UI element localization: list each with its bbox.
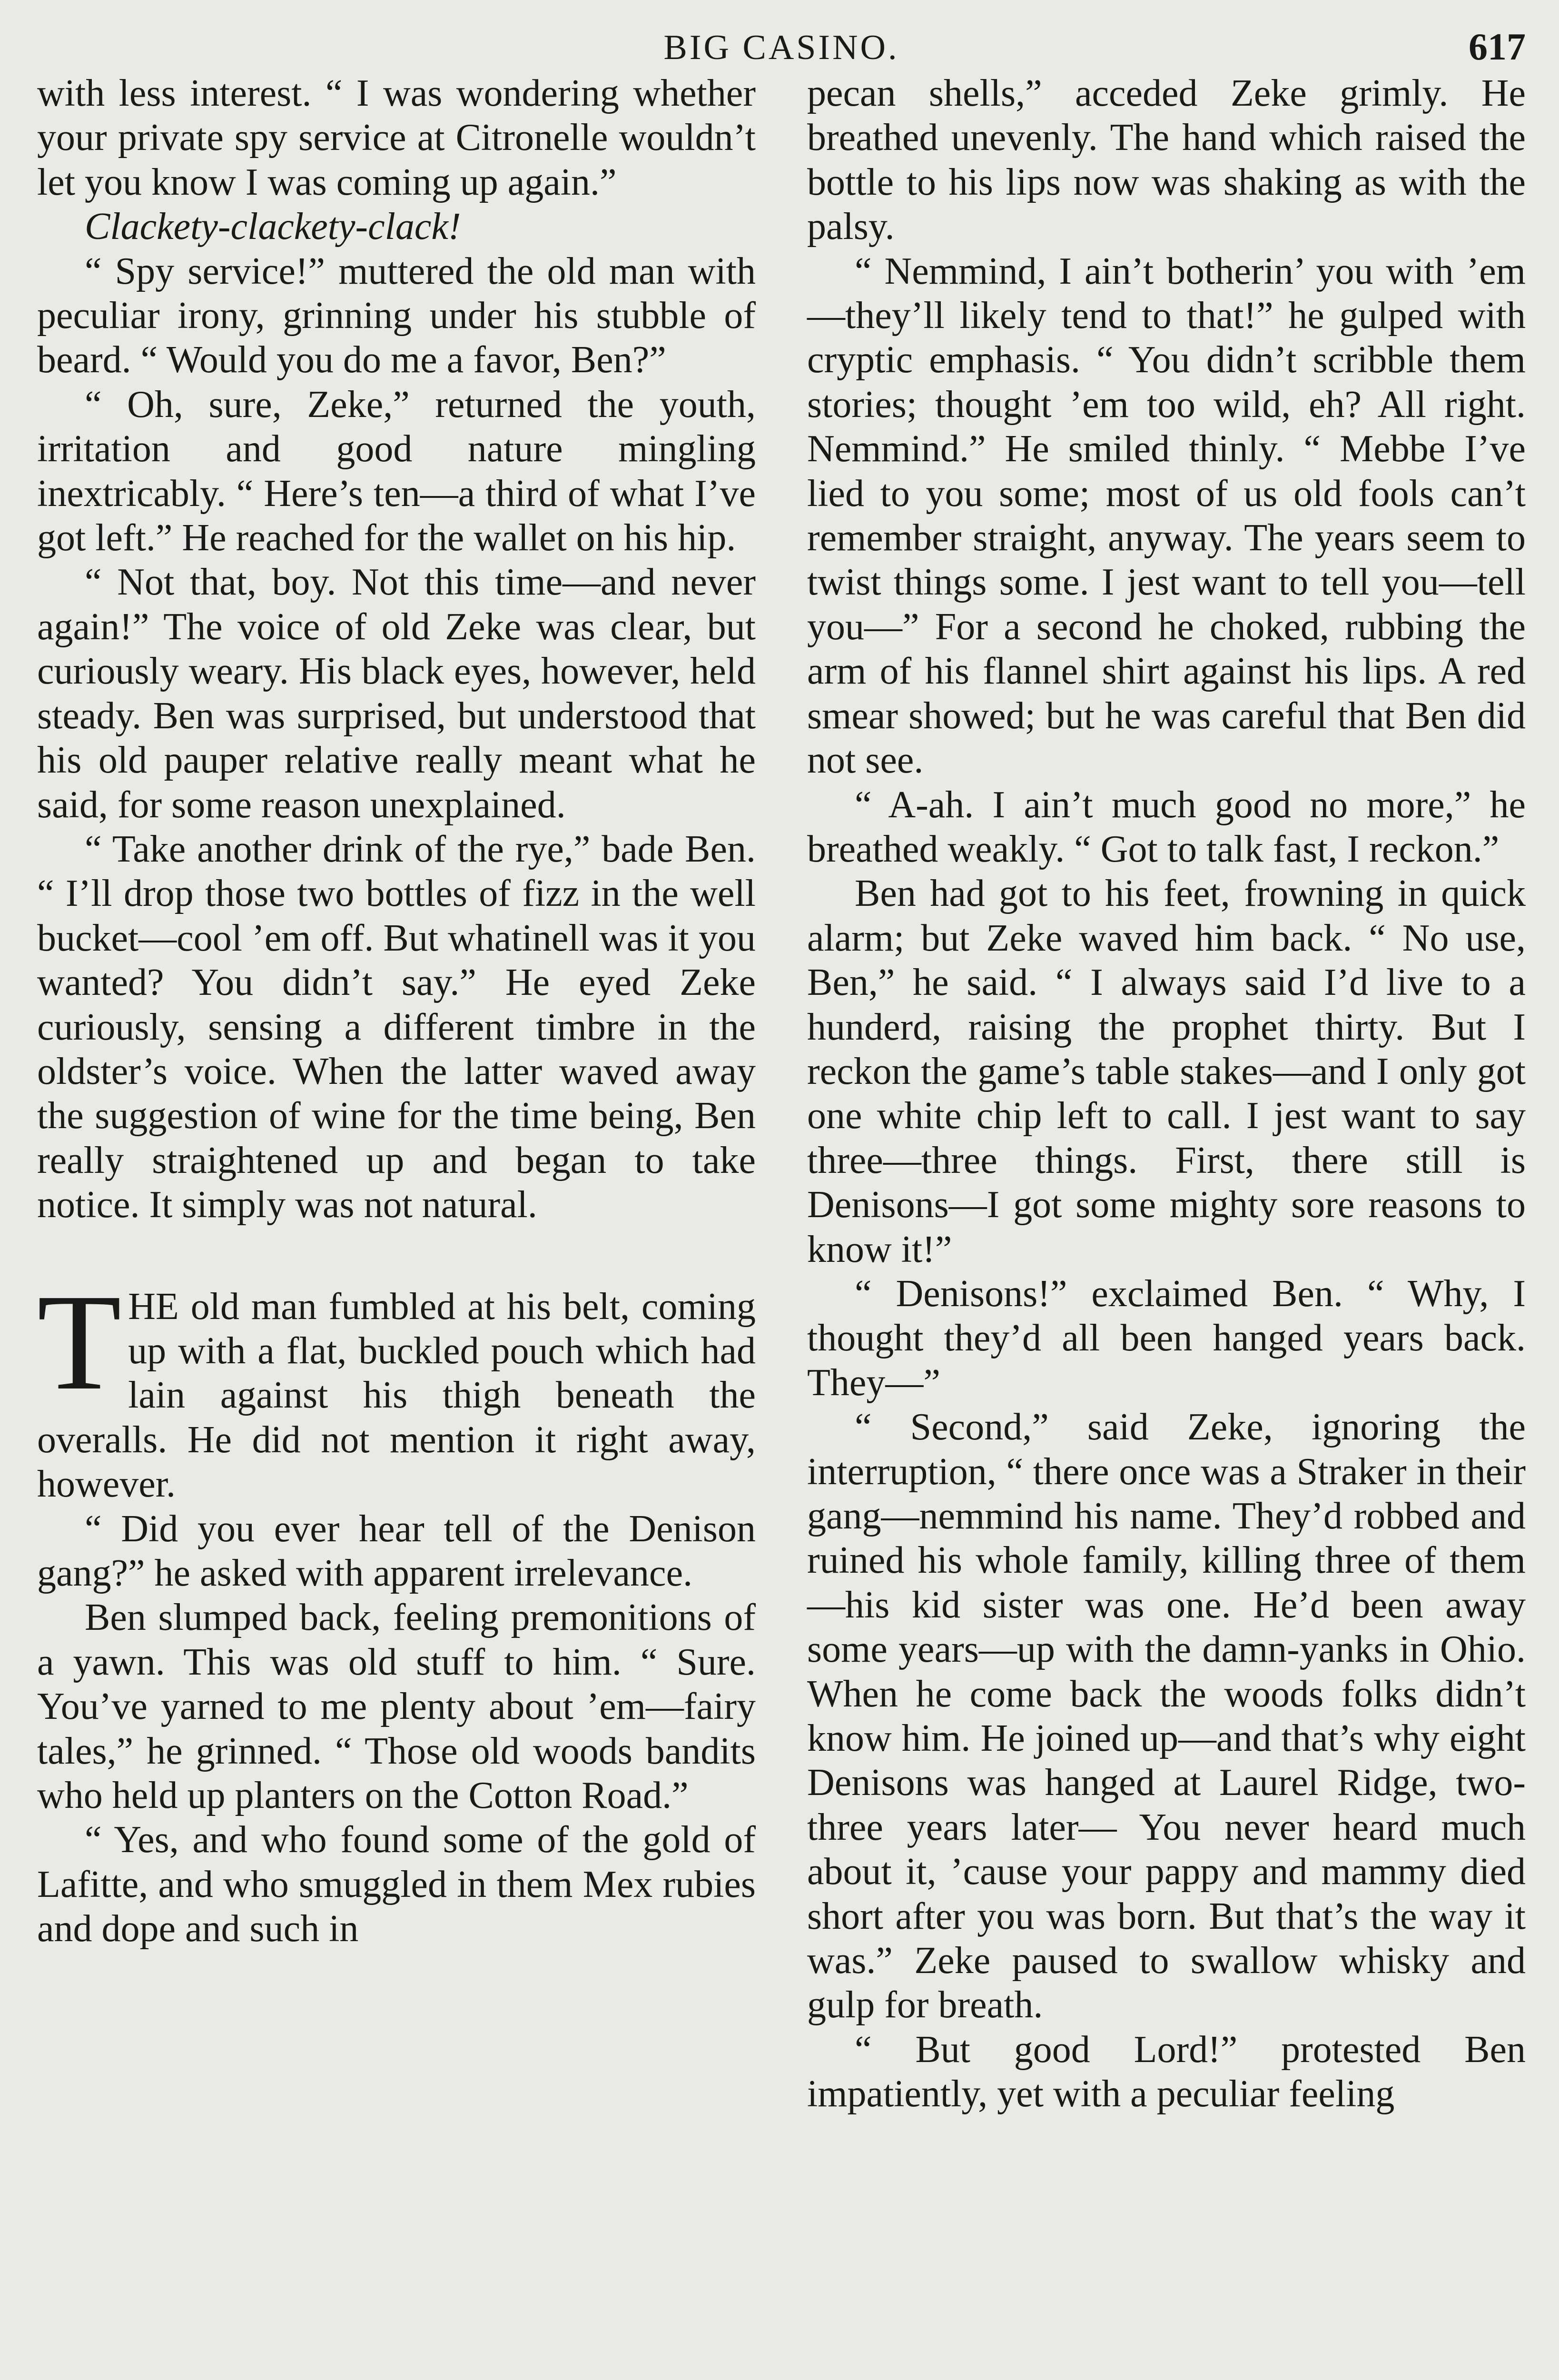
paragraph: “ But good Lord!” protested Ben impatiently, yet with a peculiar feeling <box>807 2028 1526 2115</box>
drop-cap: T <box>37 1265 122 1418</box>
paragraph: “ Not that, boy. Not this time—and never again!” The voice of old Zeke was clear, but curiously weary. His black eyes, however, held steady. Ben was surprised, but understood that his old pauper relative really meant what he said, for some reason unexplained. <box>37 561 756 826</box>
paragraph: “ Take another drink of the rye,” bade Ben. “ I’ll drop those two bottles of fizz in the well bucket—cool ’em off. But whatinell was it you wanted? You didn’t say.” He eyed Zeke curiously, sensing a different timbre in the oldster’s voice. When the latter waved away the suggestion of wine for the time being, Ben really straightened up and began to take notice. It simply was not natural. <box>37 828 756 1226</box>
drop-cap-paragraph-text: HE old man fumbled at his belt, coming up with a flat, buckled pouch which had lain against his thigh beneath the overalls. He did not mention it right away, however. <box>37 1285 756 1506</box>
text-columns <box>37 71 1526 2117</box>
paragraph: Ben slumped back, feeling premonitions of a yawn. This was old stuff to him. “ Sure. You’ve yarned to me plenty about ’em—fairy tales,” he grinned. “ Those old woods bandits who held up planters on the Cotton Road.” <box>37 1597 756 1817</box>
page-number: 617 <box>1469 26 1526 68</box>
paragraph: “ Oh, sure, Zeke,” returned the youth, irritation and good nature mingling inextricably. “ Here’s ten—a third of what I’ve got left.” He reached for the wallet on his hip. <box>37 383 756 559</box>
paragraph-sound-effect: Clackety-clackety-clack! <box>85 206 461 248</box>
paragraph: pecan shells,” acceded Zeke grimly. He breathed unevenly. The hand which raised the bottle to his lips now was shaking as with the palsy. <box>807 72 1526 248</box>
paragraph: “ Nemmind, I ain’t botherin’ you with ’em—they’ll likely tend to that!” he gulped with cryptic emphasis. “ You didn’t scribble them stories; thought ’em too wild, eh? All right. Nemmind.” He smiled thinly. “ Mebbe I’ve lied to you some; most of us old fools can’t remember straight, anyway. The years seem to twist things some. I jest want to tell you—tell you—” For a second he choked, rubbing the arm of his flannel shirt against his lips. A red smear showed; but he was careful that Ben did not see. <box>807 250 1526 782</box>
paragraph: “ Did you ever hear tell of the Denison gang?” he asked with apparent irrelevance. <box>37 1507 756 1594</box>
paragraph: “ Yes, and who found some of the gold of Lafitte, and who smuggled in them Mex rubies and dope and such in <box>37 1819 756 1950</box>
right-column <box>807 71 1526 2117</box>
running-head <box>37 10 1526 71</box>
paragraph: with less interest. “ I was wondering whether your private spy service at Citronelle wouldn’t let you know I was coming up again.” <box>37 72 756 203</box>
paragraph-with-drop-cap <box>37 1265 756 1507</box>
running-title: BIG CASINO. <box>663 28 899 67</box>
paragraph: “ Spy service!” muttered the old man with peculiar irony, grinning under his stubble of beard. “ Would you do me a favor, Ben?” <box>37 250 756 381</box>
paragraph: “ A-ah. I ain’t much good no more,” he breathed weakly. “ Got to talk fast, I reckon.” <box>807 783 1526 870</box>
left-column <box>37 71 756 2117</box>
paragraph: “ Denisons!” exclaimed Ben. “ Why, I thought they’d all been hanged years back. They—” <box>807 1272 1526 1404</box>
section-break <box>37 1228 756 1285</box>
paragraph: Ben had got to his feet, frowning in quick alarm; but Zeke waved him back. “ No use, Ben,” he said. “ I always said I’d live to a hunderd, raising the prophet thirty. But I reckon the game’s table stakes—and I only got one white chip left to call. I jest want to say three—three things. First, there still is Denisons—I got some mighty sore reasons to know it!” <box>807 873 1526 1270</box>
paragraph: “ Second,” said Zeke, ignoring the interruption, “ there once was a Straker in their gang—nemmind his name. They’d robbed and ruined his whole family, killing three of them—his kid sister was one. He’d been away some years—up with the damn-yanks in Ohio. When he come back the woods folks didn’t know him. He joined up—and that’s why eight Denisons was hanged at Laurel Ridge, two-three years later— You never heard much about it, ’cause your pappy and mammy died short after you was born. But that’s the way it was.” Zeke paused to swallow whisky and gulp for breath. <box>807 1406 1526 2026</box>
